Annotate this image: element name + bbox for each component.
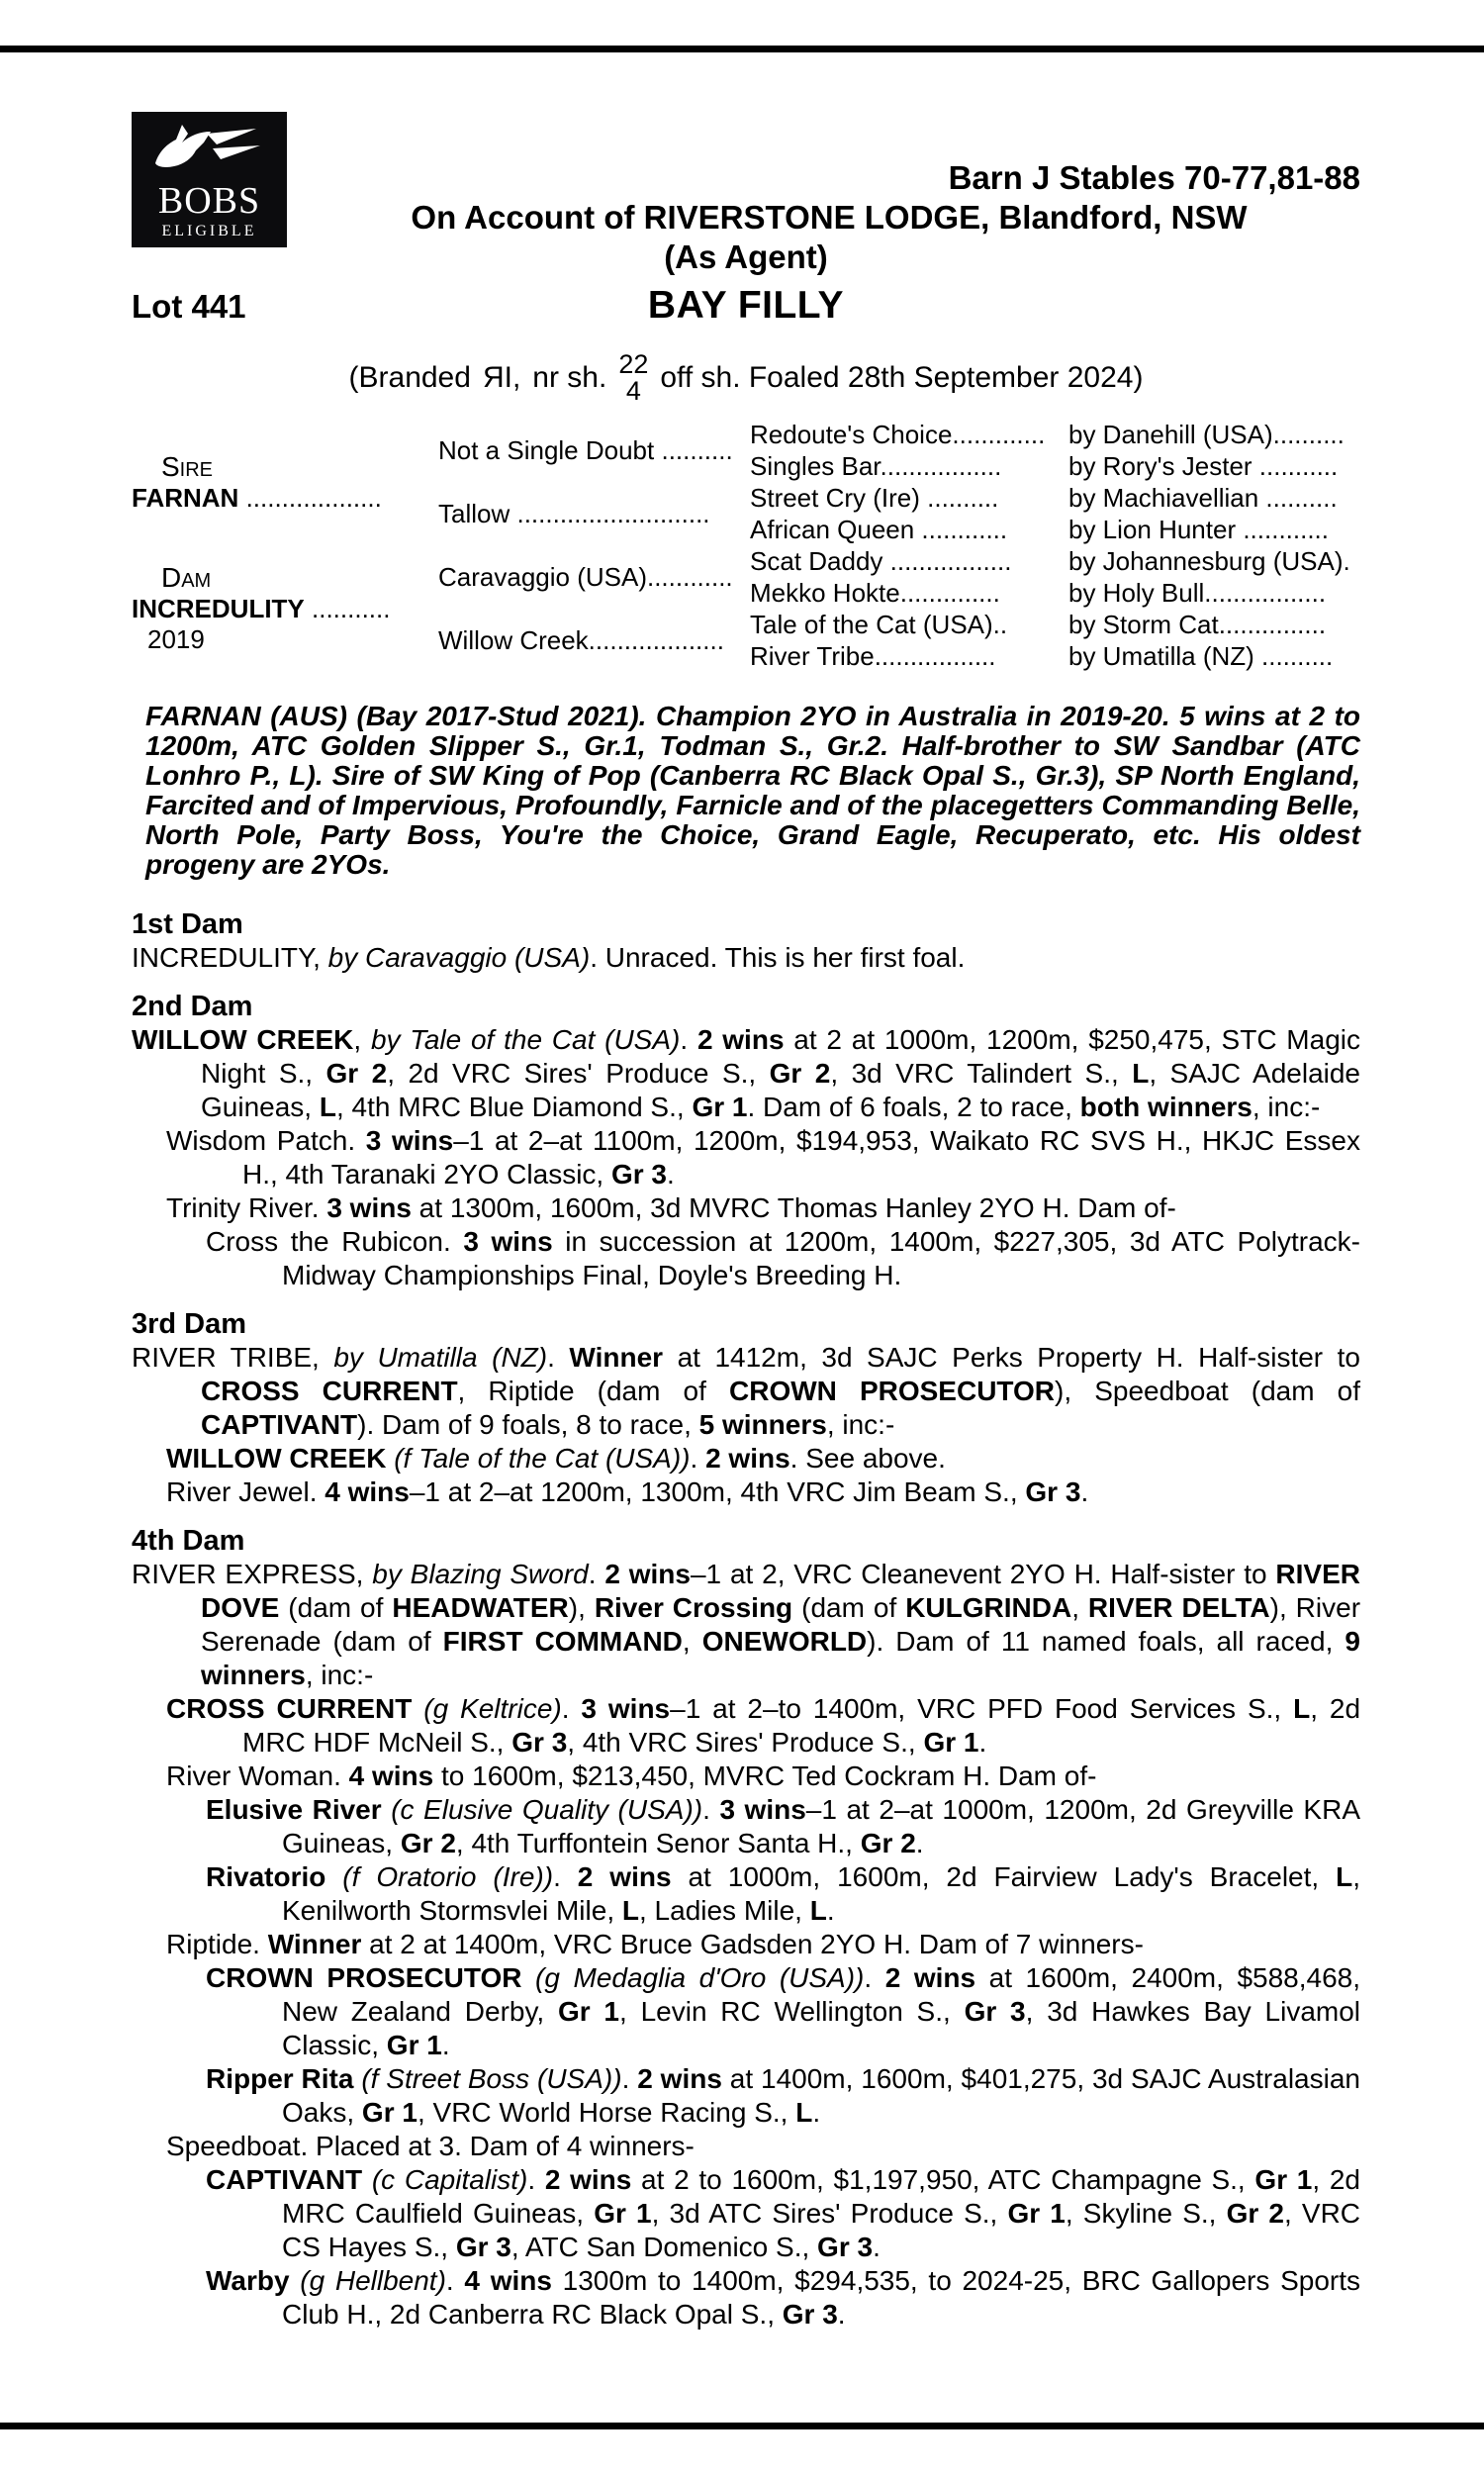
- top-rule: [0, 46, 1484, 52]
- entry-elusive-river: Elusive River (c Elusive Quality (USA)). 3 wins–1 at 2–at 1000m, 1200m, 2d Greyville KRA Guineas, Gr 2, 4th Turffontein Senor Santa H., Gr 2.: [206, 1794, 1361, 1858]
- entry-wisdom-patch: Wisdom Patch. 3 wins–1 at 2–at 1100m, 1200m, $194,953, Waikato RC SVS H., HKJC Essex H., 4th Taranaki 2YO Classic, Gr 3.: [166, 1125, 1360, 1189]
- page-title: BAY FILLY: [647, 284, 845, 327]
- entry-riptide: Riptide. Winner at 2 at 1400m, VRC Bruce Gadsden 2YO H. Dam of 7 winners-: [166, 1929, 1144, 1959]
- bottom-rule: [0, 2423, 1484, 2429]
- brand-symbol: ЯI,: [482, 361, 521, 394]
- entry-captivant: CAPTIVANT (c Capitalist). 2 wins at 2 to 1600m, $1,197,950, ATC Champagne S., Gr 1, 2d MRC Caulfield Guineas, Gr 1, 3d ATC Sires' Produce S., Gr 1, Skyline S., Gr 2, VRC CS Hayes S., Gr 3, ATC San Domenico S., Gr 3.: [206, 2164, 1361, 2262]
- agent-line: (As Agent): [664, 238, 828, 275]
- entry-willow-creek: WILLOW CREEK, by Tale of the Cat (USA). 2 wins at 2 at 1000m, 1200m, $250,475, STC Magic Night S., Gr 2, 2d VRC Sires' Produce S., Gr 2, 3d VRC Talindert S., L, SAJC Adelaide Guineas, L, 4th MRC Blue Diamond S., Gr 1. Dam of 6 foals, 2 to race, both winners, inc:-: [132, 1024, 1360, 1122]
- pedigree-gen3-column: [750, 419, 1360, 672]
- gen3-entry: Tale of the Cat (USA).. by Storm Cat...............: [750, 609, 1327, 639]
- gen3-entry: Singles Bar................. by Rory's Jester ...........: [750, 450, 1339, 481]
- gen3-entry: River Tribe................. by Umatilla (NZ) ..........: [750, 640, 1334, 671]
- entry-warby: Warby (g Hellbent). 4 wins 1300m to 1400m, $294,535, to 2024-25, BRC Gallopers Sports Club H., 2d Canberra RC Black Opal S., Gr 3.: [206, 2265, 1361, 2330]
- entry-rivatorio: Rivatorio (f Oratorio (Ire)). 2 wins at 1000m, 1600m, 2d Fairview Lady's Bracelet, L, Kenilworth Stormsvlei Mile, L, Ladies Mile, L.: [206, 1861, 1360, 1926]
- entry-trinity-river: Trinity River. 3 wins at 1300m, 1600m, 3d MVRC Thomas Hanley 2YO H. Dam of-: [166, 1192, 1176, 1223]
- pedigree-gen2-column: [438, 419, 750, 672]
- branded-line: [132, 339, 1360, 417]
- branded-near-shoulder: nr sh.: [532, 361, 607, 394]
- dam-section-heading: 2nd Dam: [132, 991, 253, 1022]
- page-header: [132, 99, 1360, 282]
- logo-wordmark: BOBS: [157, 180, 261, 222]
- dam-section-heading: 1st Dam: [132, 908, 243, 940]
- entry-ripper-rita: Ripper Rita (f Street Boss (USA)). 2 wins at 1400m, 1600m, $401,275, 3d SAJC Australasian Oaks, Gr 1, VRC World Horse Racing S., L.: [206, 2063, 1360, 2128]
- brand-count-bottom: 4: [625, 376, 641, 406]
- sire-label: Sire: [161, 450, 214, 482]
- lot-number: Lot 441: [132, 288, 246, 325]
- dam-name: INCREDULITY ...........: [132, 594, 391, 623]
- branded-prefix: (Branded: [348, 361, 471, 394]
- entry-river-tribe: RIVER TRIBE, by Umatilla (NZ). Winner at 1412m, 3d SAJC Perks Property H. Half-sister to CROSS CURRENT, Riptide (dam of CROWN PROSECUTOR), Speedboat (dam of CAPTIVANT). Dam of 9 foals, 8 to race, 5 winners, inc:-: [132, 1342, 1361, 1440]
- logo-subtext: ELIGIBLE: [161, 223, 257, 239]
- dam-year: 2019: [147, 624, 205, 654]
- gen2-entry: Caravaggio (USA)............: [438, 561, 733, 592]
- lot-row: [132, 284, 1360, 339]
- gen2-entry: Tallow ...........................: [438, 498, 710, 528]
- entry-river-woman: River Woman. 4 wins to 1600m, $213,450, MVRC Ted Cockram H. Dam of-: [166, 1760, 1097, 1791]
- pedigree-table: [132, 419, 1360, 672]
- sire-name: FARNAN ...................: [132, 482, 382, 513]
- entry-river-express: RIVER EXPRESS, by Blazing Sword. 2 wins–1 at 2, VRC Cleanevent 2YO H. Half-sister to RIVER DOVE (dam of HEADWATER), River Crossing (dam of KULGRINDA, RIVER DELTA), River Serenade (dam of FIRST COMMAND, ONEWORLD). Dam of 11 named foals, all raced, 9 winners, inc:-: [132, 1559, 1361, 1690]
- gen3-entry: Redoute's Choice............. by Danehill (USA)..........: [750, 419, 1345, 449]
- dam-block: [132, 545, 438, 672]
- page-content: [132, 99, 1360, 2331]
- gen3-entry: African Queen ............ by Lion Hunter ............: [750, 514, 1330, 544]
- vendor-line: On Account of RIVERSTONE LODGE, Blandford, NSW: [411, 199, 1248, 236]
- entry-cross-current: CROSS CURRENT (g Keltrice). 3 wins–1 at 2–to 1400m, VRC PFD Food Services S., L, 2d MRC HDF McNeil S., Gr 3, 4th VRC Sires' Produce S., Gr 1.: [166, 1693, 1361, 1758]
- barn-line: Barn J Stables 70-77,81-88: [948, 159, 1360, 196]
- brand-count-fraction: [618, 351, 648, 405]
- dam-section-heading: 3rd Dam: [132, 1308, 247, 1340]
- entry-speedboat: Speedboat. Placed at 3. Dam of 4 winners-: [166, 2131, 695, 2161]
- branded-suffix: off sh. Foaled 28th September 2024): [660, 361, 1144, 394]
- entry-cross-the-rubicon: Cross the Rubicon. 3 wins in succession at 1200m, 1400m, $227,305, 3d ATC Polytrack-Midway Championships Final, Doyle's Breeding H.: [206, 1226, 1360, 1290]
- sire-block: [132, 419, 438, 545]
- entry-crown-prosecutor: CROWN PROSECUTOR (g Medaglia d'Oro (USA)). 2 wins at 1600m, 2400m, $588,468, New Zealand Derby, Gr 1, Levin RC Wellington S., Gr 3, 3d Hawkes Bay Livamol Classic, Gr 1.: [206, 1962, 1361, 2060]
- gen3-entry: Street Cry (Ire) .......... by Machiavellian ..........: [750, 482, 1338, 513]
- entry-incredulity: INCREDULITY, by Caravaggio (USA). Unraced. This is her first foal.: [132, 942, 966, 973]
- dam-label: Dam: [161, 562, 212, 593]
- entry-willow-creek-ref: WILLOW CREEK (f Tale of the Cat (USA)). 2 wins. See above.: [166, 1443, 946, 1474]
- dam-section-heading: 4th Dam: [132, 1525, 245, 1557]
- sire-summary: FARNAN (AUS) (Bay 2017-Stud 2021). Champion 2YO in Australia in 2019-20. 5 wins at 2 to 1200m, ATC Golden Slipper S., Gr.1, Todman S., Gr.2. Half-brother to SW Sandbar (ATC Lonhro P., L). Sire of SW King of Pop (Canberra RC Black Opal S., Gr.3), SP North England, Farcited and of Impervious, Profoundly, Farnicle and of the placegetters Commanding Belle, North Pole, Party Boss, You're the Choice, Grand Eagle, Recuperato, etc. His oldest progeny are 2YOs.: [145, 701, 1360, 880]
- pedigree-gen1-column: [132, 419, 438, 672]
- gen2-entry: Not a Single Doubt ..........: [438, 434, 733, 465]
- gen3-entry: Scat Daddy ................. by Johannesburg (USA).: [750, 545, 1350, 576]
- entry-river-jewel: River Jewel. 4 wins–1 at 2–at 1200m, 1300m, 4th VRC Jim Beam S., Gr 3.: [166, 1476, 1089, 1507]
- gen2-entry: Willow Creek...................: [438, 624, 724, 655]
- gen3-entry: Mekko Hokte.............. by Holy Bull.................: [750, 577, 1327, 608]
- bobs-logo: [132, 112, 287, 247]
- brand-count-top: 22: [618, 349, 649, 379]
